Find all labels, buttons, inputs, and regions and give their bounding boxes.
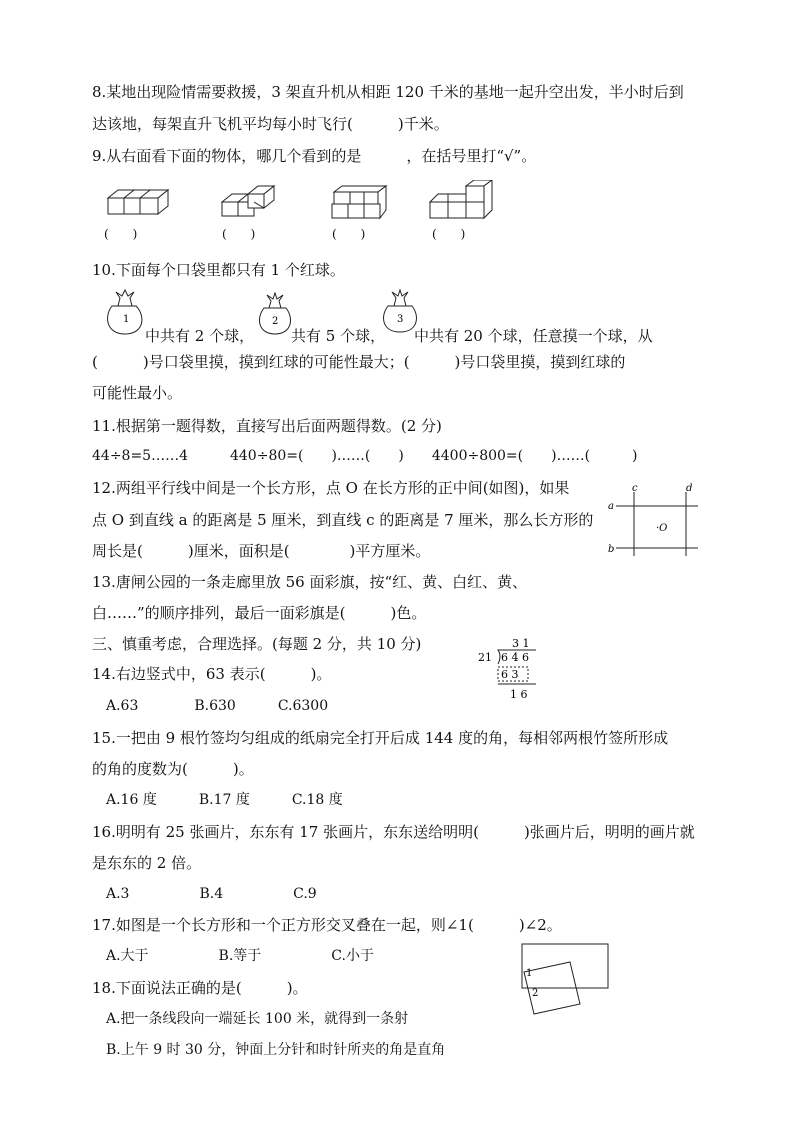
svg-text:1: 1	[123, 314, 130, 325]
parallel-lines-figure	[606, 482, 698, 556]
q13-line1: 13.唐闸公园的一条走廊里放 56 面彩旗，按“红、黄、白红、黄、	[92, 573, 528, 591]
rectangle-square-figure	[518, 940, 614, 1020]
q18-option-a: A.把一条线段向一端延长 100 米，就得到一条射	[106, 1011, 409, 1027]
q17-options: A.大于 B.等于 C.小于	[106, 948, 374, 964]
q12-line1: 12.两组平行线中间是一个长方形，点 O 在长方形的正中间(如图)，如果	[92, 479, 570, 497]
q9-paren-2: ( )	[222, 227, 256, 241]
svg-text:c: c	[632, 483, 638, 494]
svg-text:3: 3	[397, 314, 404, 325]
q12-line2: 点 O 到直线 a 的距离是 5 厘米，到直线 c 的距离是 7 厘米，那么长方形的	[92, 511, 594, 529]
svg-text:21: 21	[478, 651, 492, 664]
svg-text:1: 1	[526, 968, 533, 979]
q10-line4: 可能性最小。	[92, 384, 183, 402]
svg-text:1 6: 1 6	[510, 688, 528, 701]
q16-line1: 16.明明有 25 张画片，东东有 17 张画片，东东送给明明( )张画片后，明明的画片就	[92, 823, 695, 841]
q9-line1: 9.从右面看下面的物体，哪几个看到的是 ，在括号里打“√”。	[92, 147, 537, 165]
q16-options: A.3 B.4 C.9	[106, 886, 317, 902]
q10-text-3: 中共有 20 个球，任意摸一个球，从	[414, 327, 653, 345]
q11-line2: 44÷8=5……4 440÷80=( )……( ) 4400÷800=( )……( )	[92, 448, 638, 464]
q18-line1: 18.下面说法正确的是( )。	[92, 979, 308, 997]
q10-text-1: 中共有 2 个球，	[145, 327, 255, 345]
cube-figure-4	[430, 180, 492, 218]
q10-line1: 10.下面每个口袋里都只有 1 个红球。	[92, 261, 345, 279]
q10-text-2: 共有 5 个球，	[291, 327, 386, 345]
q11-line1: 11.根据第一题得数，直接写出后面两题得数。(2 分)	[92, 417, 442, 435]
q8-line2: 达该地，每架直升飞机平均每小时飞行( )千米。	[92, 115, 449, 133]
q10-line3: ( )号口袋里摸，摸到红球的可能性最大；( )号口袋里摸，摸到红球的	[92, 353, 626, 371]
q17-line1: 17.如图是一个长方形和一个正方形交叉叠在一起，则∠1( )∠2。	[92, 916, 562, 934]
cube-figure-1	[108, 190, 168, 214]
q14-line1: 14.右边竖式中，63 表示( )。	[92, 665, 332, 683]
q13-line2: 白……”的顺序排列，最后一面彩旗是( )色。	[92, 604, 427, 622]
svg-text:6 3: 6 3	[501, 668, 519, 681]
q8-line1: 8.某地出现险情需要救援，3 架直升机从相距 120 千米的基地一起升空出发，半小时后到	[92, 83, 684, 101]
svg-text:b: b	[608, 544, 615, 555]
q15-options: A.16 度 B.17 度 C.18 度	[106, 792, 343, 808]
q18-option-b: B.上午 9 时 30 分，钟面上分针和时针所夹的角是直角	[106, 1042, 446, 1058]
svg-text:2: 2	[532, 988, 539, 999]
long-division-figure	[476, 636, 542, 706]
cube-figure-2	[222, 186, 274, 216]
q9-paren-1: ( )	[104, 227, 138, 241]
svg-text:d: d	[686, 483, 693, 494]
q12-line3: 周长是( )厘米，面积是( )平方厘米。	[92, 542, 431, 560]
svg-text:a: a	[608, 501, 614, 512]
q9-paren-4: ( )	[432, 227, 466, 241]
q14-options: A.63 B.630 C.6300	[106, 698, 329, 714]
bag-1-icon	[102, 288, 148, 338]
cube-figure-3	[332, 186, 386, 218]
q16-line2: 是东东的 2 倍。	[92, 854, 202, 872]
q15-line2: 的角的度数为( )。	[92, 760, 254, 778]
bag-2-icon	[256, 292, 294, 338]
svg-text:2: 2	[272, 316, 279, 327]
section3-title: 三、慎重考虑，合理选择。(每题 2 分，共 10 分)	[92, 635, 422, 653]
svg-text:3 1: 3 1	[512, 637, 530, 650]
svg-text:·O: ·O	[656, 523, 668, 534]
q15-line1: 15.一把由 9 根竹签均匀组成的纸扇完全打开后成 144 度的角，每相邻两根竹签所形成	[92, 729, 669, 747]
q9-paren-3: ( )	[332, 227, 366, 241]
svg-text:6 4 6: 6 4 6	[501, 651, 529, 664]
